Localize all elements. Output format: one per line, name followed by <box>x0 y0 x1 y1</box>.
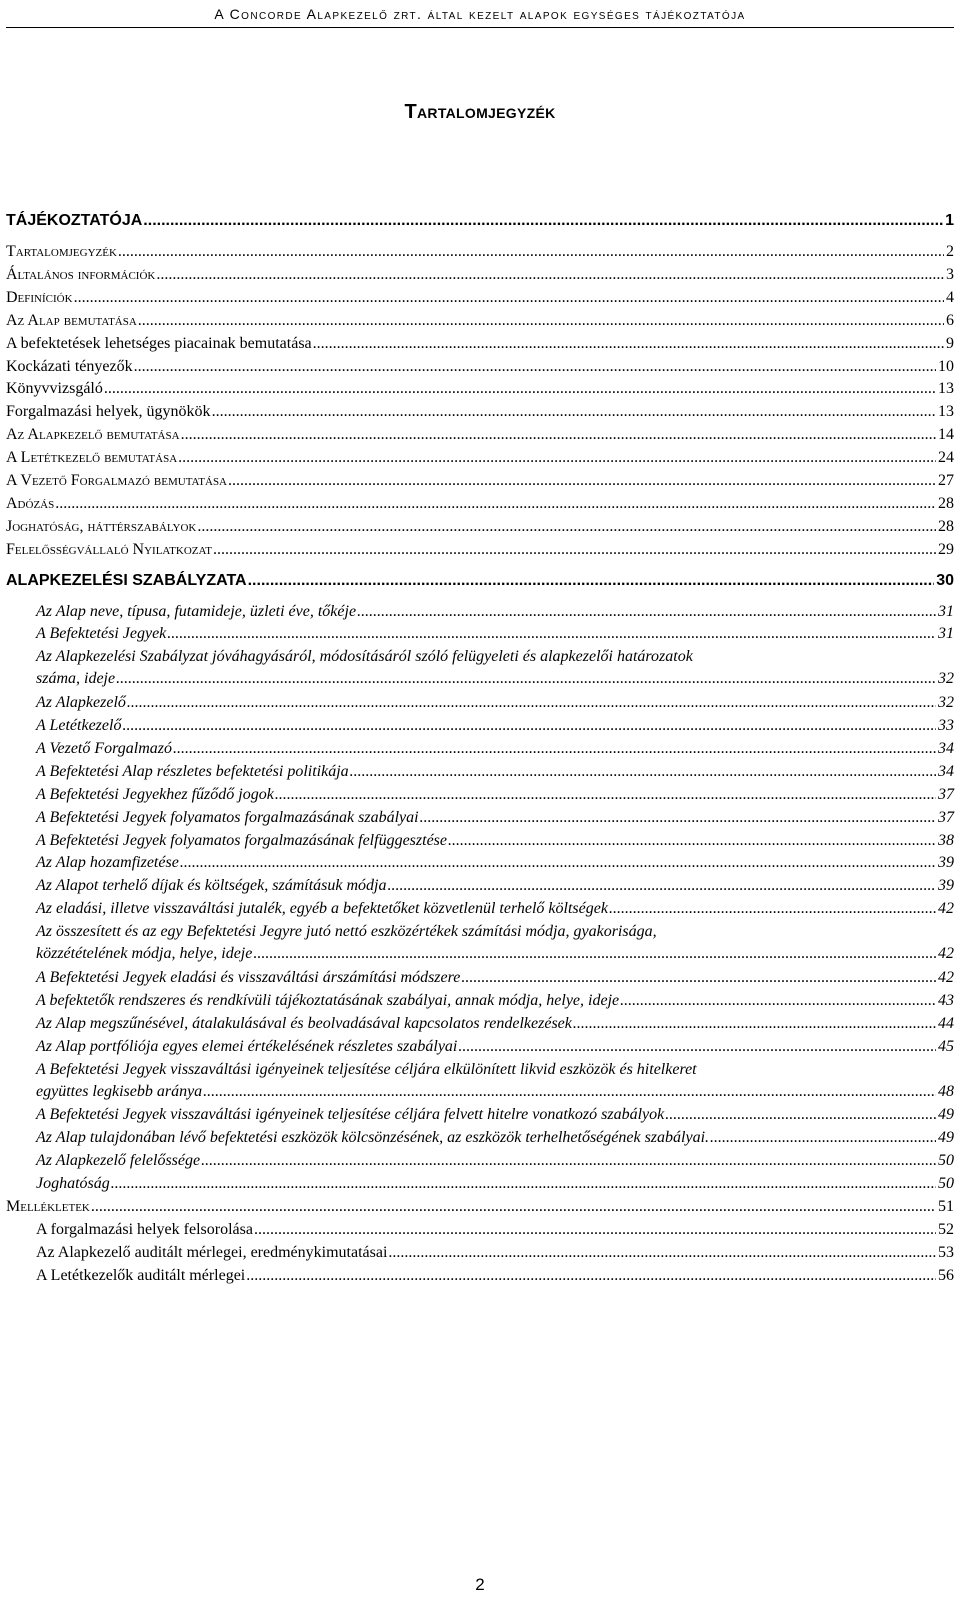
toc-entry[interactable] <box>6 646 954 690</box>
toc-entry-page-number: 4 <box>946 288 954 306</box>
toc-entry-title: Az Alapkezelő <box>36 694 126 712</box>
toc-entry[interactable] <box>6 784 954 806</box>
toc-entry-page-number: 9 <box>946 334 954 352</box>
dot-leader <box>228 470 936 492</box>
toc-entry-title: A befektetések lehetséges piacainak bemutatása <box>6 334 312 352</box>
dot-leader <box>173 738 936 760</box>
dot-leader <box>134 356 936 378</box>
toc-entry[interactable] <box>6 401 954 423</box>
dot-leader <box>357 601 936 623</box>
toc-entry-page-number: 49 <box>938 1129 954 1147</box>
toc-entry-page-number: 50 <box>938 1152 954 1170</box>
toc-entry[interactable] <box>6 1196 954 1218</box>
toc-entry-page-number: 24 <box>938 449 954 467</box>
dot-leader <box>213 539 936 561</box>
dot-leader <box>181 424 936 446</box>
toc-entry-page-number: 42 <box>938 968 954 986</box>
toc-entry[interactable] <box>6 1173 954 1195</box>
toc-entry-page-number: 37 <box>938 808 954 826</box>
toc-entry-title: Az Alapot terhelő díjak és költségek, számításuk módja <box>36 877 387 895</box>
toc-entry-title: A Vezető Forgalmazó <box>36 739 172 757</box>
dot-leader <box>350 761 936 783</box>
toc-entry[interactable] <box>6 852 954 874</box>
toc-entry[interactable] <box>6 378 954 400</box>
toc-entry-title: Az Alap megszűnésével, átalakulásával és beolvadásával kapcsolatos rendelkezések <box>36 1014 572 1032</box>
dot-leader <box>197 516 936 538</box>
toc-entry[interactable] <box>6 715 954 737</box>
dot-leader <box>143 210 943 232</box>
toc-entry-title: A Befektetési Alap részletes befektetési politikája <box>36 762 349 780</box>
header-divider <box>6 27 954 28</box>
toc-entry-page-number: 34 <box>938 762 954 780</box>
toc-entry[interactable] <box>6 356 954 378</box>
toc-entry-title-line: Az Alapkezelési Szabályzat jóváhagyásáról, módosításáról szóló felügyeleti és alapkezelői határozatok <box>36 648 693 666</box>
toc-entry-page-number: 32 <box>938 694 954 712</box>
dot-leader <box>167 623 936 645</box>
running-header: A Concorde Alapkezelő zrt. által kezelt alapok egységes tájékoztatója <box>214 6 746 22</box>
toc-entry-title: Felelősségvállaló Nyilatkozat <box>6 540 212 558</box>
toc-entry-page-number: 13 <box>938 403 954 421</box>
toc-entry-title: A Befektetési Jegyek visszaváltási igényeinek teljesítése céljára felvett hitelre vonatkozó szabályok <box>36 1106 665 1124</box>
toc-entry-title: A Befektetési Jegyekhez fűződő jogok <box>36 785 274 803</box>
toc-entry-title: A Letétkezelők auditált mérlegei <box>36 1266 246 1284</box>
dot-leader <box>203 1081 936 1103</box>
toc-entry[interactable] <box>6 539 954 561</box>
toc-entry-title: A Befektetési Jegyek <box>36 625 167 643</box>
toc-entry[interactable] <box>6 1059 954 1103</box>
toc-entry-page-number: 33 <box>938 717 954 734</box>
toc-entry-page-number: 28 <box>938 517 954 535</box>
toc-entry[interactable] <box>6 830 954 852</box>
page-number: 2 <box>475 1575 485 1594</box>
dot-leader <box>74 287 944 309</box>
toc-entry-page-number: 42 <box>938 900 954 918</box>
toc-entry[interactable] <box>6 1013 954 1035</box>
toc-entry[interactable] <box>6 1219 954 1241</box>
toc-entry-page-number: 34 <box>938 739 954 757</box>
toc-entry-page-number: 37 <box>938 785 954 803</box>
toc-entry-page-number: 38 <box>938 831 954 849</box>
toc-entry[interactable] <box>6 310 954 332</box>
toc-entry-title: Az eladási, illetve visszaváltási jutalék, egyéb a befektetőket közvetlenül terhelő költségek <box>36 900 608 918</box>
dot-leader <box>118 241 944 263</box>
toc-entry-title: A befektetők rendszeres és rendkívüli tájékoztatásának szabályai, annak módja, helye, ideje <box>36 991 620 1009</box>
toc-entry-page-number: 39 <box>938 877 954 895</box>
toc-entry[interactable] <box>6 241 954 263</box>
toc-entry-page-number: 3 <box>946 265 954 283</box>
toc-entry-title: Az Alapkezelő auditált mérlegei, eredménykimutatásai <box>36 1243 388 1261</box>
toc-entry[interactable] <box>6 692 954 714</box>
toc-entry[interactable] <box>6 424 954 446</box>
toc-entry-title: együttes legkisebb aránya <box>36 1082 203 1100</box>
toc-entry-title: Általános információk <box>6 265 156 283</box>
toc-entry[interactable] <box>6 921 954 965</box>
toc-entry[interactable] <box>6 210 954 232</box>
toc-entry-title: Joghatóság, háttérszabályok <box>6 517 197 535</box>
toc-entry-title: Az Alap bemutatása <box>6 311 137 329</box>
dot-leader <box>248 570 935 592</box>
toc-entry-title: Az Alap hozamfizetése <box>36 854 179 872</box>
dot-leader <box>458 1036 936 1058</box>
toc-entry[interactable] <box>6 287 954 309</box>
toc-entry[interactable] <box>6 738 954 760</box>
toc-entry[interactable] <box>6 967 954 989</box>
toc-entry-page-number: 56 <box>938 1266 954 1284</box>
dot-leader <box>275 784 936 806</box>
toc-entry[interactable] <box>6 807 954 829</box>
dot-leader <box>448 830 936 852</box>
toc-entry[interactable] <box>6 601 954 623</box>
dot-leader <box>253 943 936 965</box>
dot-leader <box>620 990 936 1012</box>
toc-entry-title: A Befektetési Jegyek eladási és visszaváltási árszámítási módszere <box>36 968 461 986</box>
dot-leader <box>387 875 936 897</box>
toc-entry-page-number: 45 <box>938 1037 954 1055</box>
toc-entry-title-line: Az összesített és az egy Befektetési Jegyre jutó nettó eszközértékek számítási módja, gyakorisága, <box>36 923 657 941</box>
dot-leader <box>710 1127 936 1149</box>
toc-entry[interactable] <box>6 570 954 592</box>
page-title: Tartalomjegyzék <box>404 101 556 123</box>
toc-entry-page-number: 31 <box>938 602 954 620</box>
toc-entry[interactable] <box>6 1127 954 1149</box>
toc-entry-page-number: 53 <box>938 1243 954 1261</box>
toc-entry-title: Joghatóság <box>36 1175 110 1192</box>
toc-entry-title: A forgalmazási helyek felsorolása <box>36 1220 253 1238</box>
dot-leader <box>156 264 944 286</box>
dot-leader <box>127 692 936 714</box>
toc-entry-page-number: 29 <box>938 540 954 558</box>
toc-entry-title: Definíciók <box>6 288 73 306</box>
dot-leader <box>104 378 936 400</box>
dot-leader <box>201 1150 936 1172</box>
toc-entry[interactable] <box>6 1104 954 1126</box>
toc-entry-page-number: 52 <box>938 1220 954 1238</box>
dot-leader <box>111 1173 936 1195</box>
toc-entry-page-number: 28 <box>938 494 954 512</box>
toc-entry-page-number: 1 <box>945 212 954 229</box>
toc-entry-title: Adózás <box>6 494 55 512</box>
toc-entry[interactable] <box>6 898 954 920</box>
toc-entry-title: Forgalmazási helyek, ügynökök <box>6 403 211 421</box>
toc-entry-title: Az Alap portfóliója egyes elemei értékelésének részletes szabályai <box>36 1037 458 1055</box>
toc-entry-title: Kockázati tényezők <box>6 357 133 375</box>
toc-entry-title: közzétételének módja, helye, ideje <box>36 945 253 963</box>
dot-leader <box>122 715 936 737</box>
toc-entry-title: Az Alap tulajdonában lévő befektetési eszközök kölcsönzésének, az eszközök terhelhetőségének szabályai. <box>36 1129 710 1147</box>
toc-entry[interactable] <box>6 493 954 515</box>
toc-entry[interactable] <box>6 447 954 469</box>
toc-entry-page-number: 31 <box>938 625 954 643</box>
dot-leader <box>116 668 936 690</box>
toc-entry-page-number: 49 <box>938 1106 954 1124</box>
toc-entry[interactable] <box>6 990 954 1012</box>
dot-leader <box>388 1242 936 1264</box>
toc-entry-page-number: 42 <box>938 945 954 963</box>
toc-entry-page-number: 39 <box>938 854 954 872</box>
toc-entry[interactable] <box>6 1150 954 1172</box>
toc-entry[interactable] <box>6 761 954 783</box>
dot-leader <box>55 493 936 515</box>
toc-entry-title: Az Alapkezelő felelőssége <box>36 1152 201 1170</box>
toc-entry[interactable] <box>6 264 954 286</box>
dot-leader <box>573 1013 936 1035</box>
toc-entry-title: A Vezető Forgalmazó bemutatása <box>6 472 228 489</box>
toc-entry[interactable] <box>6 516 954 538</box>
toc-entry-page-number: 43 <box>938 991 954 1009</box>
toc-entry-page-number: 10 <box>938 357 954 375</box>
toc-entry-title: Könyvvizsgáló <box>6 380 103 398</box>
dot-leader <box>420 807 936 829</box>
toc-entry[interactable] <box>6 623 954 645</box>
toc-entry[interactable] <box>6 875 954 897</box>
toc-entry-page-number: 13 <box>938 380 954 398</box>
toc-entry-title: A Befektetési Jegyek folyamatos forgalmazásának felfüggesztése <box>36 831 447 849</box>
toc-entry-title: ALAPKEZELÉSI SZABÁLYZATA <box>6 571 247 589</box>
toc-entry-page-number: 50 <box>938 1175 954 1192</box>
toc-entry-page-number: 51 <box>938 1197 954 1215</box>
dot-leader <box>461 967 936 989</box>
toc-entry-title: TÁJÉKOZTATÓJA <box>6 212 143 229</box>
toc-entry-page-number: 32 <box>938 670 954 688</box>
toc-entry-page-number: 2 <box>946 243 954 260</box>
toc-entry-title: A Befektetési Jegyek folyamatos forgalmazásának szabályai <box>36 808 419 826</box>
toc-entry-page-number: 30 <box>936 571 954 589</box>
toc-entry-page-number: 48 <box>938 1082 954 1100</box>
toc-entry-title: Az Alapkezelő bemutatása <box>6 426 180 444</box>
toc-entry-title: Mellékletek <box>6 1197 90 1215</box>
toc-entry[interactable] <box>6 1265 954 1287</box>
toc-entry[interactable] <box>6 1036 954 1058</box>
dot-leader <box>313 333 944 355</box>
toc-entry[interactable] <box>6 470 954 492</box>
toc-entry-page-number: 6 <box>946 311 954 329</box>
dot-leader <box>180 852 936 874</box>
toc-entry-title: Tartalomjegyzék <box>6 243 117 260</box>
dot-leader <box>178 447 936 469</box>
toc-entry-title: Az Alap neve, típusa, futamideje, üzleti éve, tőkéje <box>36 602 357 620</box>
dot-leader <box>138 310 944 332</box>
toc-entry-title: száma, ideje <box>36 670 116 688</box>
dot-leader <box>91 1196 936 1218</box>
toc-entry-title: A Letétkezelő bemutatása <box>6 449 178 467</box>
toc-entry-page-number: 44 <box>938 1014 954 1032</box>
toc-entry-page-number: 27 <box>938 472 954 489</box>
toc-entry[interactable] <box>6 333 954 355</box>
dot-leader <box>609 898 936 920</box>
toc-entry-page-number: 14 <box>938 426 954 444</box>
dot-leader <box>665 1104 936 1126</box>
toc-entry-title: A Letétkezelő <box>36 717 122 734</box>
dot-leader <box>246 1265 936 1287</box>
dot-leader <box>254 1219 936 1241</box>
dot-leader <box>212 401 936 423</box>
toc-entry[interactable] <box>6 1242 954 1264</box>
toc-entry-title-line: A Befektetési Jegyek visszaváltási igényeinek teljesítése céljára elkülönített likvid eszközök és hitelkeret <box>36 1060 697 1078</box>
